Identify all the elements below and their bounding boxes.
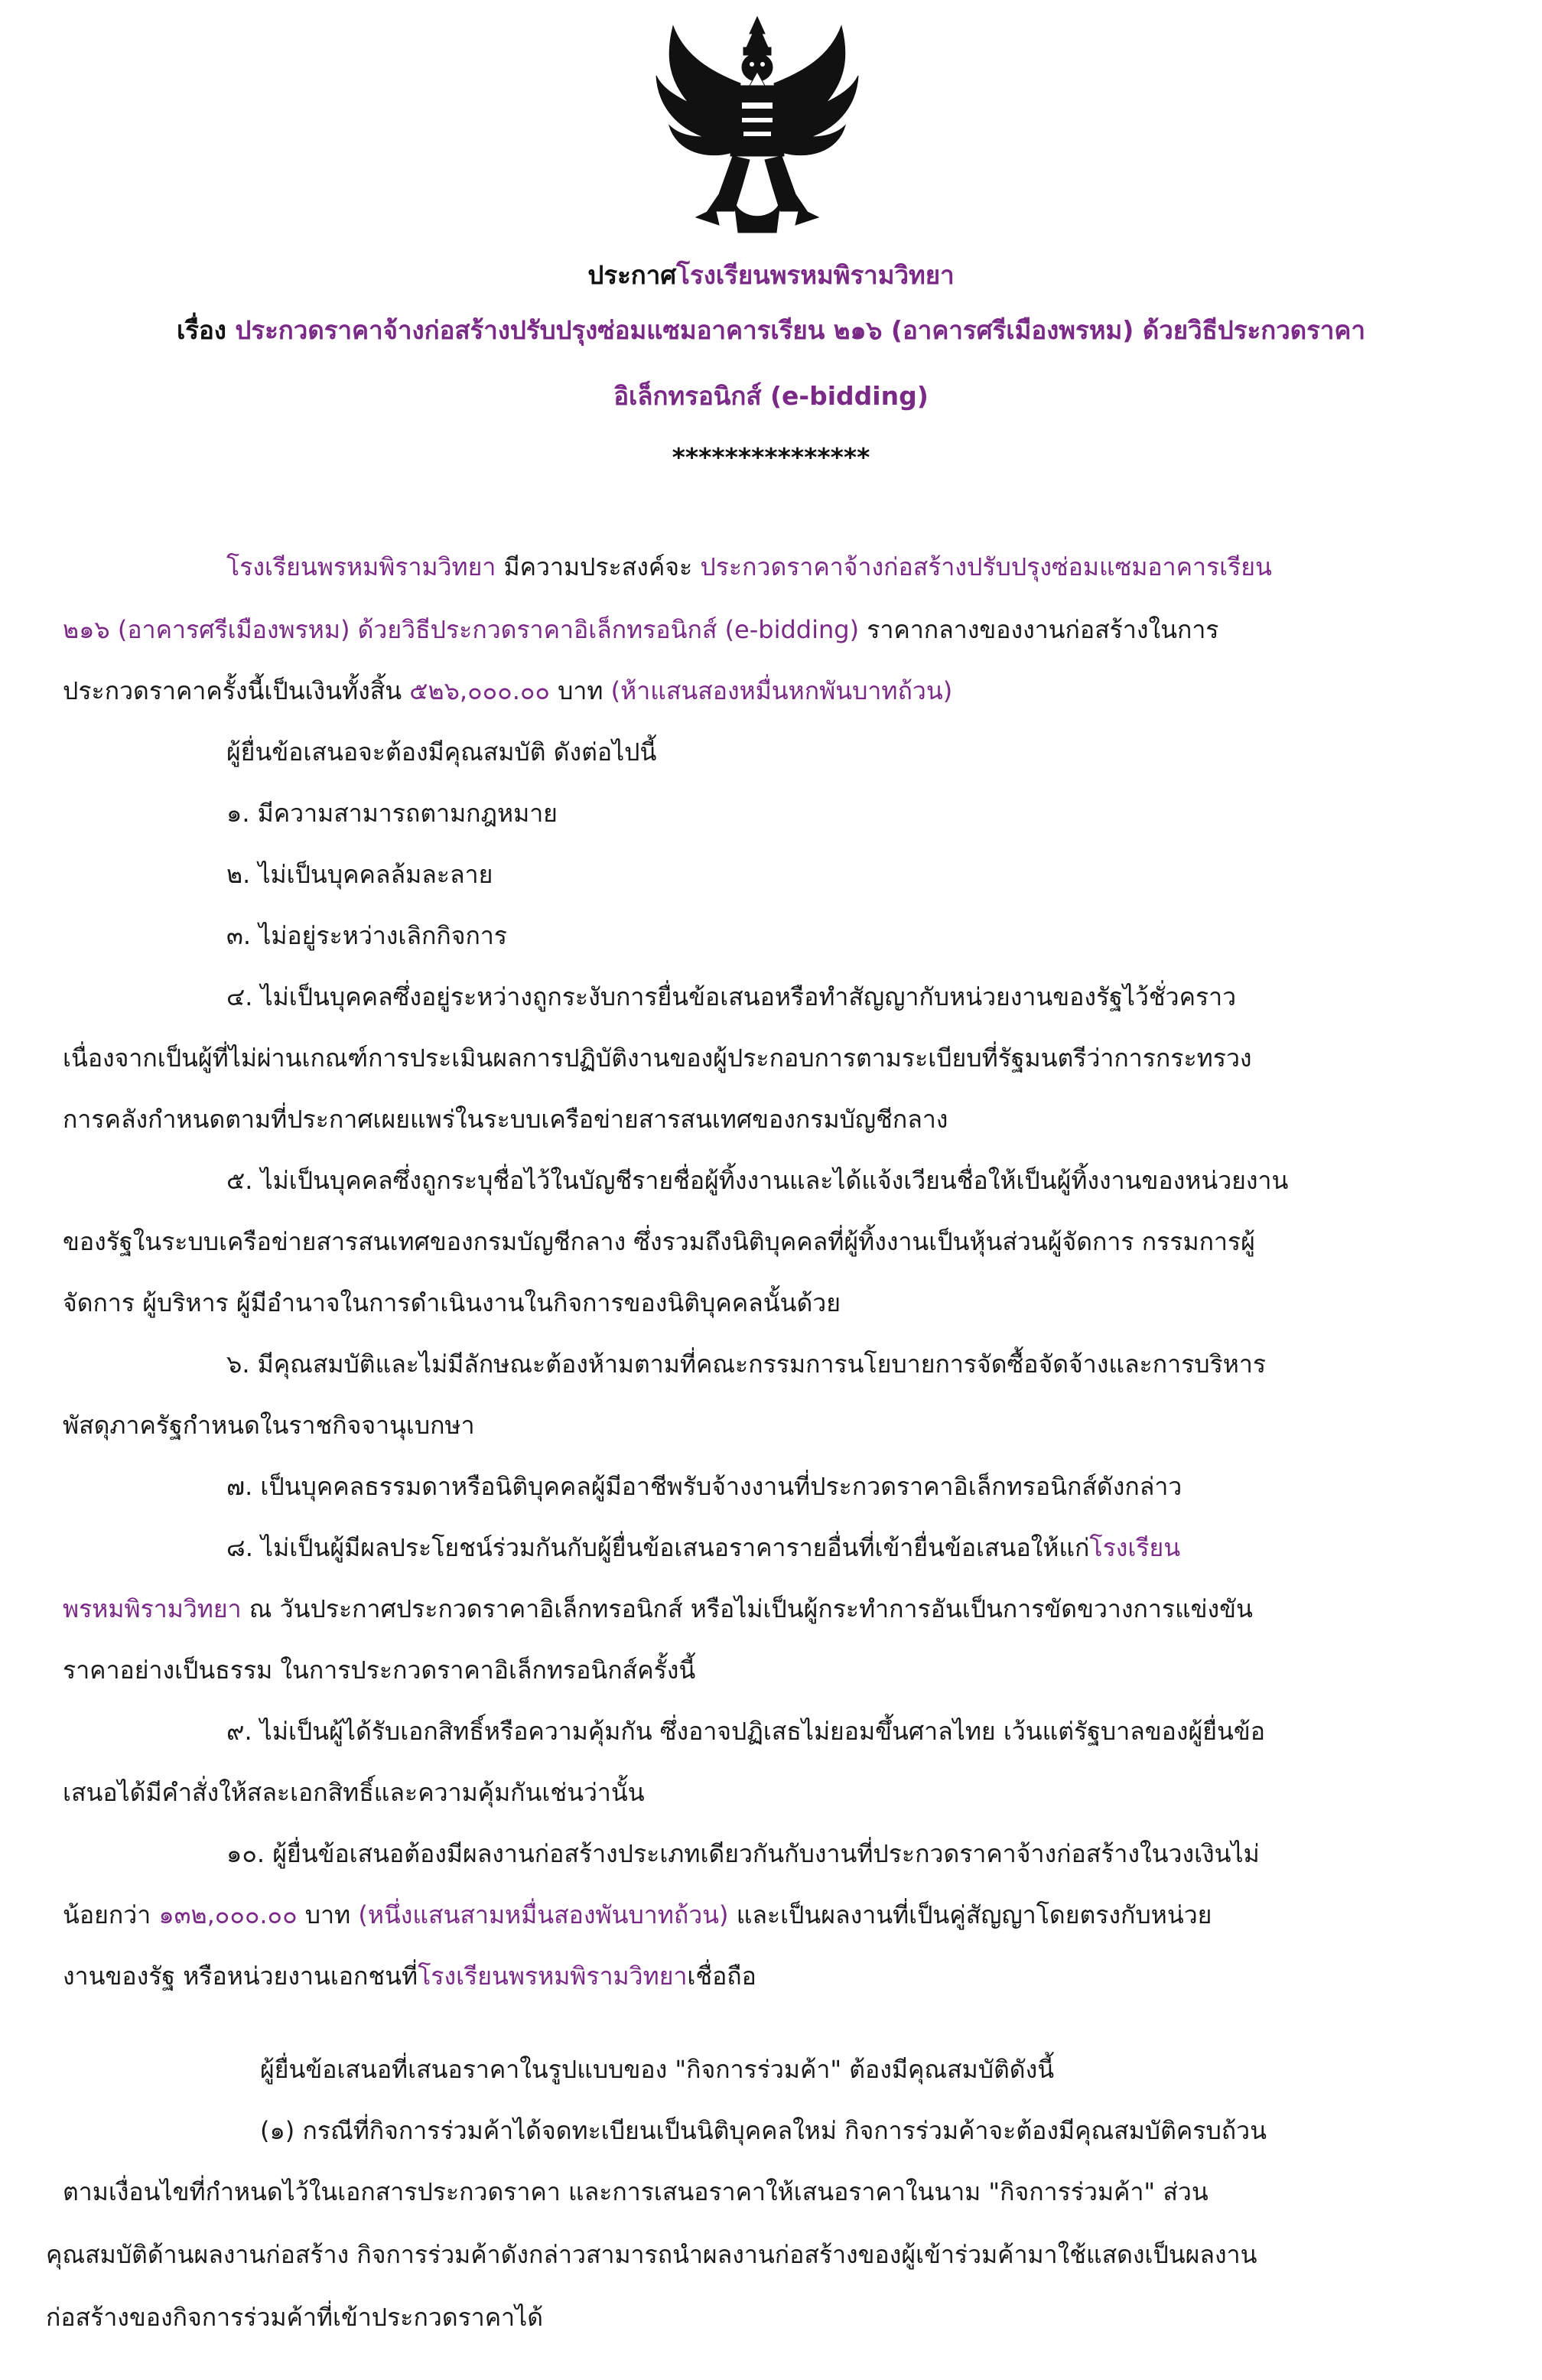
qualification-5-line-1: ๕. ไม่เป็นบุคคลซึ่งถูกระบุชื่อไว้ในบัญชีรายชื่อผู้ทิ้งงานและได้แจ้งเวียนชื่อให้เป็นผู้ทิ้งงานของหน่วยงาน — [226, 1166, 1289, 1195]
qualifications-heading: ผู้ยื่นข้อเสนอจะต้องมีคุณสมบัติ ดังต่อไปนี้ — [226, 737, 657, 767]
intro-line-1 — [226, 552, 1272, 581]
intro-project-2: ๒๑๖ (อาคารศรีเมืองพรหม) ด้วยวิธีประกวดราคาอิเล็กทรอนิกส์ (e-bidding) — [63, 615, 860, 644]
subject-text-1: ประกวดราคาจ้างก่อสร้างปรับปรุงซ่อมแซมอาคารเรียน ๒๑๖ (อาคารศรีเมืองพรหม) ด้วยวิธีประกวดราคา — [235, 315, 1366, 345]
qualification-8-line-1 — [226, 1533, 1180, 1562]
qualification-10-line-3 — [63, 1962, 756, 1991]
subject-label: เรื่อง — [176, 315, 226, 345]
joint-venture-heading: ผู้ยื่นข้อเสนอที่เสนอราคาในรูปแบบของ "กิจการร่วมค้า" ต้องมีคุณสมบัติดังนี้ — [260, 2055, 1055, 2084]
intro-unit: บาท — [549, 676, 611, 705]
q10-amount-words: (หนึ่งแสนสามหมื่นสองพันบาทถ้วน) — [358, 1900, 729, 1929]
intro-line-3 — [63, 676, 952, 705]
joint-venture-1-line-3: คุณสมบัติด้านผลงานก่อสร้าง กิจการร่วมค้าดังกล่าวสามารถนำผลงานก่อสร้างของผู้เข้าร่วมค้ามาใช้แสดงเป็นผลงาน — [46, 2240, 1257, 2269]
q8-text-1: ๘. ไม่เป็นผู้มีผลประโยชน์ร่วมกันกับผู้ยื่นข้อเสนอราคารายอื่นที่เข้ายื่นข้อเสนอให้แก่ — [226, 1533, 1090, 1562]
q10-unit: บาท — [297, 1900, 359, 1929]
qualification-4-line-3: การคลังกำหนดตามที่ประกาศเผยแพร่ในระบบเครือข่ายสารสนเทศของกรมบัญชีกลาง — [63, 1105, 948, 1134]
qualification-7: ๗. เป็นบุคคลธรรมดาหรือนิติบุคคลผู้มีอาชีพรับจ้างงานที่ประกวดราคาอิเล็กทรอนิกส์ดังกล่าว — [226, 1472, 1183, 1501]
qualification-10-line-1: ๑๐. ผู้ยื่นข้อเสนอต้องมีผลงานก่อสร้างประเภทเดียวกันกับงานที่ประกวดราคาจ้างก่อสร้างในวงเงินไม่ — [226, 1839, 1260, 1868]
subject-line-1 — [0, 315, 1542, 346]
school-name: โรงเรียนพรหมพิรามวิทยา — [676, 260, 955, 290]
intro-text-1: มีความประสงค์จะ — [496, 552, 701, 581]
qualification-9-line-1: ๙. ไม่เป็นผู้ได้รับเอกสิทธิ์หรือความคุ้มกัน ซึ่งอาจปฏิเสธไม่ยอมขึ้นศาลไทย เว้นแต่รัฐบาลของผู้ยื่นข้อ — [226, 1717, 1265, 1746]
qualification-5-line-2: ของรัฐในระบบเครือข่ายสารสนเทศของกรมบัญชีกลาง ซึ่งรวมถึงนิติบุคคลที่ผู้ทิ้งงานเป็นหุ้นส่วนผู้จัดการ กรรมการผู้ — [63, 1227, 1255, 1256]
intro-project-1: ประกวดราคาจ้างก่อสร้างปรับปรุงซ่อมแซมอาคารเรียน — [700, 552, 1272, 581]
q10-tail-3: เชื่อถือ — [687, 1962, 756, 1991]
subject-line-2: อิเล็กทรอนิกส์ (e-bidding) — [613, 381, 929, 411]
qualification-5-line-3: จัดการ ผู้บริหาร ผู้มีอำนาจในการดำเนินงานในกิจการของนิติบุคคลนั้นด้วย — [63, 1288, 841, 1317]
qualification-9-line-2: เสนอได้มีคำสั่งให้สละเอกสิทธิ์และความคุ้มกันเช่นว่านั้น — [63, 1778, 645, 1807]
intro-school: โรงเรียนพรหมพิรามวิทยา — [226, 552, 496, 581]
announcer-prefix: ประกาศ — [587, 260, 677, 290]
joint-venture-1-line-1: (๑) กรณีที่กิจการร่วมค้าได้จดทะเบียนเป็นนิติบุคคลใหม่ กิจการร่วมค้าจะต้องมีคุณสมบัติครบถ้วน — [260, 2116, 1267, 2145]
qualification-10-line-2 — [63, 1900, 1212, 1929]
q8-text-2: ณ วันประกาศประกวดราคาอิเล็กทรอนิกส์ หรือไม่เป็นผู้กระทำการอันเป็นการขัดขวางการแข่งขัน — [241, 1594, 1253, 1623]
garuda-emblem — [642, 11, 872, 240]
q10-text-3: งานของรัฐ หรือหน่วยงานเอกชนที่ — [63, 1962, 418, 1991]
qualification-6-line-1: ๖. มีคุณสมบัติและไม่มีลักษณะต้องห้ามตามที่คณะกรรมการนโยบายการจัดซื้อจัดจ้างและการบริหาร — [226, 1350, 1267, 1379]
qualification-1: ๑. มีความสามารถตามกฎหมาย — [226, 799, 558, 828]
q10-school: โรงเรียนพรหมพิรามวิทยา — [418, 1962, 688, 1991]
intro-text-3: ประกวดราคาครั้งนี้เป็นเงินทั้งสิ้น — [63, 676, 410, 705]
q8-school-1: โรงเรียน — [1089, 1533, 1181, 1562]
qualification-2: ๒. ไม่เป็นบุคคลล้มละลาย — [226, 860, 493, 889]
intro-amount: ๕๒๖,๐๐๐.๐๐ — [409, 676, 550, 705]
qualification-8-line-2 — [63, 1594, 1253, 1623]
intro-line-2 — [63, 615, 1218, 644]
q8-school-2: พรหมพิรามวิทยา — [63, 1594, 242, 1623]
qualification-8-line-3: ราคาอย่างเป็นธรรม ในการประกวดราคาอิเล็กทรอนิกส์ครั้งนี้ — [63, 1656, 696, 1685]
joint-venture-1-line-2: ตามเงื่อนไขที่กำหนดไว้ในเอกสารประกวดราคา และการเสนอราคาให้เสนอราคาในนาม "กิจการร่วมค้า" ส่วน — [63, 2177, 1209, 2206]
joint-venture-1-line-4: ก่อสร้างของกิจการร่วมค้าที่เข้าประกวดราคาได้ — [46, 2303, 543, 2332]
qualification-3: ๓. ไม่อยู่ระหว่างเลิกกิจการ — [226, 921, 507, 950]
q10-tail: และเป็นผลงานที่เป็นคู่สัญญาโดยตรงกับหน่วย — [728, 1900, 1212, 1929]
q10-text-2: น้อยกว่า — [63, 1900, 159, 1929]
qualification-6-line-2: พัสดุภาครัฐกำหนดในราชกิจจานุเบกษา — [63, 1411, 475, 1440]
divider-asterisks: *************** — [672, 442, 870, 472]
intro-text-2: ราคากลางของงานก่อสร้างในการ — [859, 615, 1219, 644]
q10-amount: ๑๓๒,๐๐๐.๐๐ — [158, 1900, 298, 1929]
qualification-4-line-1: ๔. ไม่เป็นบุคคลซึ่งอยู่ระหว่างถูกระงับการยื่นข้อเสนอหรือทำสัญญากับหน่วยงานของรัฐไว้ชั่วคราว — [226, 982, 1237, 1011]
qualification-4-line-2: เนื่องจากเป็นผู้ที่ไม่ผ่านเกณฑ์การประเมินผลการปฏิบัติงานของผู้ประกอบการตามระเบียบที่รัฐมนตรีว่าการกระทรวง — [63, 1043, 1252, 1073]
announcement-title — [0, 260, 1542, 291]
intro-amount-words: (ห้าแสนสองหมื่นหกพันบาทถ้วน) — [610, 676, 953, 705]
